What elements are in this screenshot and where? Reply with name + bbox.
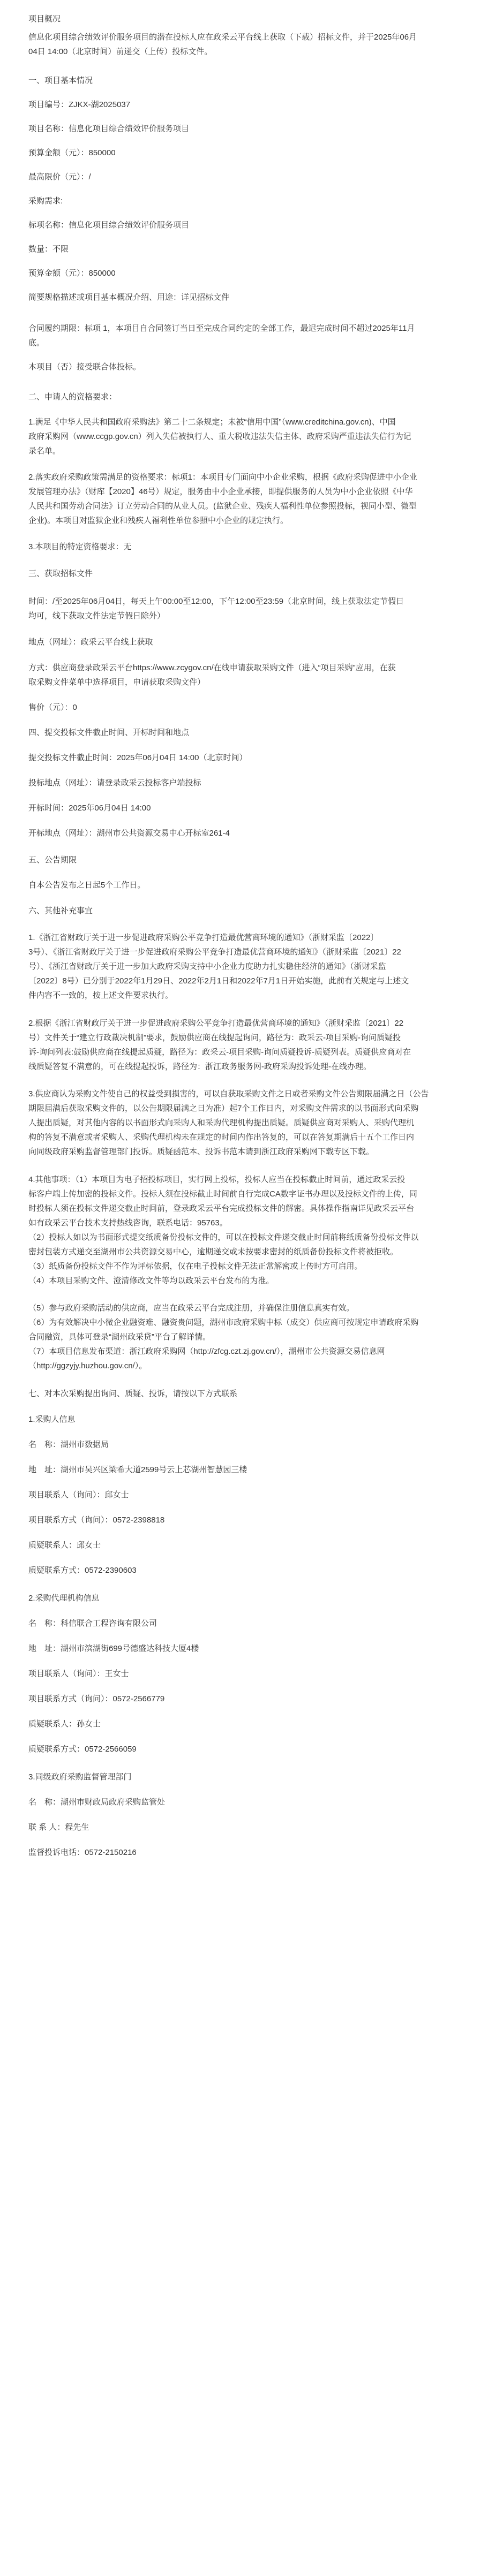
agency-phone: 项目联系方式（询问）：0572-2566779: [28, 1694, 165, 1703]
other-3-line-5: 向同级政府采购监督管理部门投诉。质疑函范本、投诉书范本请到浙江政府采购网下载专区下载。: [28, 1147, 374, 1156]
other-5-line-5: （http://ggzyjy.huzhou.gov.cn/）。: [28, 1361, 147, 1370]
purchaser-title: 1.采购人信息: [28, 1415, 76, 1424]
heading-contacts: 七、对本次采购提出询问、质疑、投诉，请按以下方式联系: [28, 1389, 238, 1398]
other-3-line-2: 期限届满后获取采购文件的，以公告期限届满之日为准）起7个工作日内，对采购文件需求的以书面形式向采购: [28, 1104, 419, 1113]
heading-submission: 四、提交投标文件截止时间、开标时间和地点: [28, 728, 190, 737]
qualification-2-line-2: 发展管理办法》（财库【2020】46号）规定，服务由中小企业承接，即提供服务的人员为中小企业依照《中华: [28, 487, 413, 496]
other-1-line-4: 〔2022〕8号）已分别于2022年1月29日、2022年2月1日和2022年7月1日开始实施，此前有关规定与上述文: [28, 976, 409, 986]
intro-line-1: 信息化项目综合绩效评价服务项目的潜在投标人应在政采云平台线上获取（下载）招标文件，并于2025年06月: [28, 33, 417, 42]
other-2-line-4: 线质疑答复不满意的，可在线提起投诉，路径为：浙江政务服务网-政府采购投诉处理-在线办理。: [28, 1062, 371, 1071]
heading-qualifications: 二、申请人的资格要求：: [28, 392, 117, 401]
section-label: 项目概况: [28, 14, 61, 24]
other-4-line-1: 4.其他事项：（1）本项目为电子招投标项目，实行网上投标，投标人应当在投标截止时间前，通过政采云投: [28, 1175, 406, 1184]
other-4-line-7: （3）纸质备份投标文件不作为评标依据，仅在电子投标文件无法正常解密或上传时方可启用。: [28, 1262, 363, 1271]
purchaser-query-contact: 质疑联系人：邱女士: [28, 1541, 101, 1550]
requirement-title: 采购需求:: [28, 196, 63, 206]
supervisor-phone: 监督投诉电话：0572-2150216: [28, 1848, 137, 1857]
supervisor-contact: 联 系 人：程先生: [28, 1823, 89, 1832]
get-price: 售价（元）：0: [28, 703, 77, 712]
other-5-line-2: （6）为有效解决中小微企业融资难、融资贵问题，湖州市政府采购中标（成交）供应商可按规定申请政府采购: [28, 1318, 419, 1327]
other-2-line-1: 2.根据《浙江省财政厅关于进一步促进政府采购公平竞争打造最优营商环境的通知》（浙财采监〔2021〕22: [28, 1019, 404, 1028]
purchaser-query-phone: 质疑联系方式：0572-2390603: [28, 1566, 137, 1575]
lot-budget: 预算金额（元）：850000: [28, 269, 116, 278]
get-time-line-2: 均可，线下获取文件法定节假日除外）: [28, 611, 166, 620]
other-5-line-4: （7）本项目信息发布渠道：浙江政府采购网（http://zfcg.czt.zj.gov.cn/），湖州市公共资源交易信息网: [28, 1347, 385, 1356]
other-1-line-3: 号）、《浙江省财政厅关于进一步加大政府采购支持中小企业力度助力扎实稳住经济的通知》（浙财采监: [28, 962, 386, 971]
consortium-note: 本项目（否）接受联合体投标。: [28, 362, 141, 372]
heading-other-matters: 六、其他补充事宜: [28, 906, 93, 915]
other-2-line-3: 诉-询问列表:鼓励供应商在线提起质疑，路径为：政采云-项目采购-询问质疑投诉-质疑列表。质疑供应商对在: [28, 1048, 411, 1057]
agency-address: 地 址：湖州市滨湖街699号德盛达科技大厦4楼: [28, 1644, 199, 1653]
get-time-line-1: 时间：/至2025年06月04日，每天上午00:00至12:00，下午12:00至23:59（北京时间，线上获取法定节假日: [28, 597, 404, 606]
project-name: 项目名称：信息化项目综合绩效评价服务项目: [28, 124, 190, 133]
quantity: 数量：不限: [28, 245, 69, 254]
lot-name: 标项名称：信息化项目综合绩效评价服务项目: [28, 221, 190, 230]
other-4-line-4: 如有政采云平台技术支持热线咨询，联系电话：95763。: [28, 1218, 228, 1228]
agency-name: 名 称：科信联合工程咨询有限公司: [28, 1619, 157, 1628]
get-method-line-2: 取采购文件菜单中选择项目，申请获取采购文件）: [28, 678, 206, 687]
opening-place: 开标地点（网址）：湖州市公共资源交易中心开标室261-4: [28, 829, 230, 838]
contract-period-line-1: 合同履约期限：标项 1，本项目自合同签订当日至完成合同约定的全部工作，最迟完成时间不超过2025年11月: [28, 324, 415, 333]
other-1-line-2: 3号）、《浙江省财政厅关于进一步促进政府采购公平竞争打造最优营商环境的通知》（浙财采监〔2021〕22: [28, 948, 401, 957]
other-3-line-3: 人提出质疑，对其他内容的以书面形式向采购人和采购代理机构提出质疑。质疑供应商对采购人、采购代理机: [28, 1118, 415, 1127]
other-3-line-4: 构的答复不满意或者采购人、采购代理机构未在规定的时间内作出答复的，可以在答复期满后十五个工作日内: [28, 1133, 415, 1142]
heading-get-documents: 三、获取招标文件: [28, 569, 93, 578]
contract-period-line-2: 底。: [28, 338, 45, 347]
purchaser-phone: 项目联系方式（询问）：0572-2398818: [28, 1516, 165, 1525]
get-method-line-1: 方式：供应商登录政采云平台https://www.zcygov.cn/在线申请获取采购文件（进入“项目采购”应用，在获: [28, 663, 396, 672]
other-4-line-6: 密封包装方式递交至湖州市公共资源交易中心，逾期递交或未按要求密封的纸质备份投标文件将被拒收。: [28, 1247, 399, 1256]
purchaser-contact: 项目联系人（询问）：邱女士: [28, 1490, 129, 1499]
qualification-2-line-4: 企业)。本项目对监狱企业和残疾人福利性单位参照中小企业的规定执行。: [28, 516, 288, 525]
submission-deadline: 提交投标文件截止时间：2025年06月04日 14:00（北京时间）: [28, 753, 247, 762]
purchaser-name: 名 称：湖州市数据局: [28, 1440, 109, 1449]
agency-query-phone: 质疑联系方式：0572-2566059: [28, 1745, 137, 1754]
qualification-3: 3.本项目的特定资格要求：无: [28, 542, 132, 551]
intro-line-2: 04日 14:00（北京时间）前递交（上传）投标文件。: [28, 47, 213, 56]
heading-notice-period: 五、公告期限: [28, 855, 77, 865]
max-price: 最高限价（元）：/: [28, 172, 91, 181]
agency-query-contact: 质疑联系人：孙女士: [28, 1719, 101, 1729]
requirement-brief: 简要规格描述或项目基本概况介绍、用途：详见招标文件: [28, 293, 230, 302]
other-2-line-2: 号）文件关于“建立行政裁决机制”要求，鼓励供应商在线提起询问，路径为：政采云-项目采购-询问质疑投: [28, 1033, 401, 1042]
qualification-2-line-3: 人民共和国劳动合同法》订立劳动合同的从业人员。(监狱企业、残疾人福利性单位参照投标，视同小型、微型: [28, 502, 417, 511]
qualification-1-line-3: 录名单。: [28, 446, 61, 456]
project-number: 项目编号：ZJKX-湖2025037: [28, 100, 131, 109]
opening-time: 开标时间：2025年06月04日 14:00: [28, 804, 151, 813]
agency-contact: 项目联系人（询问）：王女士: [28, 1669, 129, 1678]
other-4-line-2: 标客户端上传加密的投标文件。投标人须在投标截止时间前自行完成CA数字证书办理以及投标文件的上传，同: [28, 1189, 417, 1199]
qualification-2-line-1: 2.落实政府采购政策需满足的资格要求：标项1：本项目专门面向中小企业采购，根据《政府采购促进中小企业: [28, 473, 417, 482]
heading-basic-info: 一、项目基本情况: [28, 76, 93, 85]
other-4-line-3: 时投标人须在投标文件递交截止时间前，登录政采云平台完成投标文件的解密。具体操作指南详见政采云平台: [28, 1204, 415, 1213]
other-3-line-1: 3.供应商认为采购文件使自己的权益受到损害的，可以自获取采购文件之日或者采购文件公告期限届满之日（公告: [28, 1089, 429, 1098]
qualification-1-line-1: 1.满足《中华人民共和国政府采购法》第二十二条规定；未被“信用中国”（www.creditchina.gov.cn)、中国: [28, 418, 396, 427]
other-5-line-3: 合同融资，具体可登录“湖州政采贷”平台了解详情。: [28, 1332, 211, 1342]
purchaser-address: 地 址：湖州市吴兴区梁希大道2599号云上芯湖州智慧园三楼: [28, 1465, 247, 1474]
other-4-line-5: （2）投标人如以为书面形式提交纸质备份投标文件的，可以在投标文件递交截止时间前将纸质备份投标文件以: [28, 1233, 419, 1242]
other-1-line-1: 1.《浙江省财政厅关于进一步促进政府采购公平竞争打造最优营商环境的通知》（浙财采监〔2022〕: [28, 933, 379, 942]
submission-place: 投标地点（网址）：请登录政采云投标客户端投标: [28, 778, 201, 787]
other-4-line-8: （4）本项目采购文件、澄清修改文件等均以政采云平台发布的为准。: [28, 1276, 274, 1285]
agency-title: 2.采购代理机构信息: [28, 1594, 100, 1603]
other-1-line-5: 件内容不一致的，按上述文件要求执行。: [28, 991, 174, 1000]
supervisor-title: 3.同级政府采购监督管理部门: [28, 1772, 132, 1782]
budget-amount: 预算金额（元）：850000: [28, 148, 116, 157]
notice-period: 自本公告发布之日起5个工作日。: [28, 881, 146, 890]
other-5-line-1: （5）参与政府采购活动的供应商，应当在政采云平台完成注册，并确保注册信息真实有效。: [28, 1304, 355, 1313]
supervisor-name: 名 称：湖州市财政局政府采购监管处: [28, 1798, 166, 1807]
get-place: 地点（网址）：政采云平台线上获取: [28, 638, 153, 647]
qualification-1-line-2: 政府采购网（www.ccgp.gov.cn）列入失信被执行人、重大税收违法失信主体、政府采购严重违法失信行为记: [28, 432, 411, 441]
